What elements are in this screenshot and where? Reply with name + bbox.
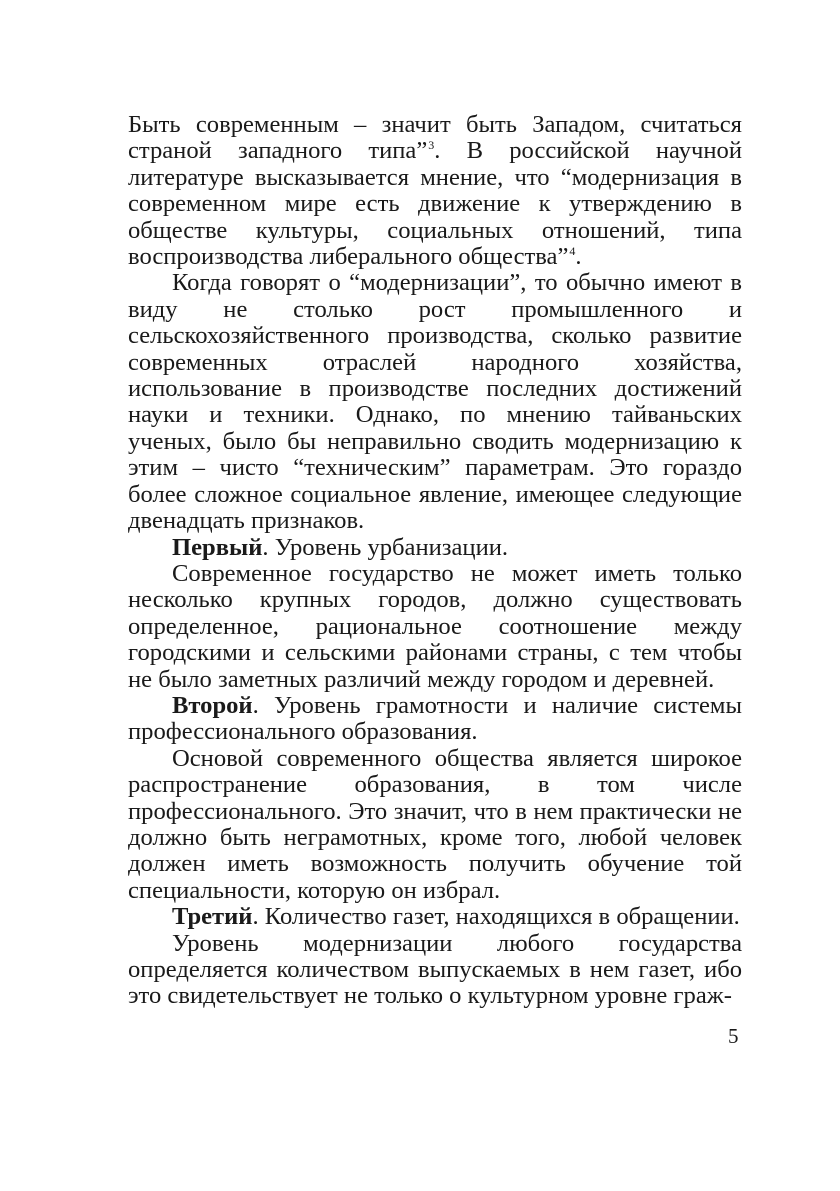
paragraph-text: . В российской научной литературе высказывается мнение, что “модернизация в современном мире есть движение к утверждению в обществе культуры, социальных отношений, типа воспроизводства либерального общества” bbox=[128, 137, 743, 271]
page-number: 5 bbox=[728, 1024, 739, 1048]
paragraph-text: . bbox=[575, 243, 582, 271]
paragraph bbox=[128, 693, 742, 746]
paragraph bbox=[128, 561, 742, 693]
paragraph-text: . Уровень урбанизации. bbox=[262, 533, 509, 561]
paragraph-text: Когда говорят о “модернизации”, то обычно имеют в виду не столько рост промышленного и сельскохозяйственного производства, сколько развитие современных отраслей народного хозяйства, использование в производстве последних достижений науки и техники. Однако, по мнению тайваньских ученых, было бы неправильно сводить модернизацию к этим – чисто “техническим” параметрам. Это гораздо более сложное социальное явление, имеющее следующие двенадцать признаков. bbox=[128, 269, 742, 535]
paragraph bbox=[128, 746, 742, 904]
paragraph bbox=[128, 270, 742, 534]
page-body bbox=[128, 112, 742, 1010]
paragraph bbox=[128, 904, 742, 930]
paragraph-text: . Уровень грамотности и наличие системы профессионального образования. bbox=[128, 691, 742, 746]
paragraph bbox=[128, 112, 742, 270]
paragraph-text: Современное государство не может иметь только несколько крупных городов, должно существовать определенное, рациональное соотношение между городскими и сельскими районами страны, с тем чтобы не было заметных различий между городом и деревней. bbox=[128, 559, 742, 693]
footnote-marker: 4 bbox=[569, 244, 576, 259]
section-heading: Второй bbox=[172, 691, 253, 719]
paragraph-text: . Количество газет, находящихся в обращении. bbox=[252, 903, 740, 931]
paragraph-text: Основой современного общества является широкое распространение образования, в том числе профессионального. Это значит, что в нем практически не должно быть неграмотных, кроме того, любой человек должен иметь возможность получить обучение той специальности, которую он избрал. bbox=[128, 744, 742, 904]
paragraph bbox=[128, 931, 742, 1010]
paragraph-text: Уровень модернизации любого государства определяется количеством выпускаемых в нем газет, ибо это свидетельствует не только о культурном уровне граж- bbox=[128, 929, 742, 1010]
section-heading: Первый bbox=[172, 533, 263, 561]
footnote-marker: 3 bbox=[428, 138, 435, 153]
paragraph-text: Быть современным – значит быть Западом, считаться страной западного типа” bbox=[128, 111, 742, 165]
paragraph bbox=[128, 535, 742, 561]
section-heading: Третий bbox=[172, 903, 253, 931]
